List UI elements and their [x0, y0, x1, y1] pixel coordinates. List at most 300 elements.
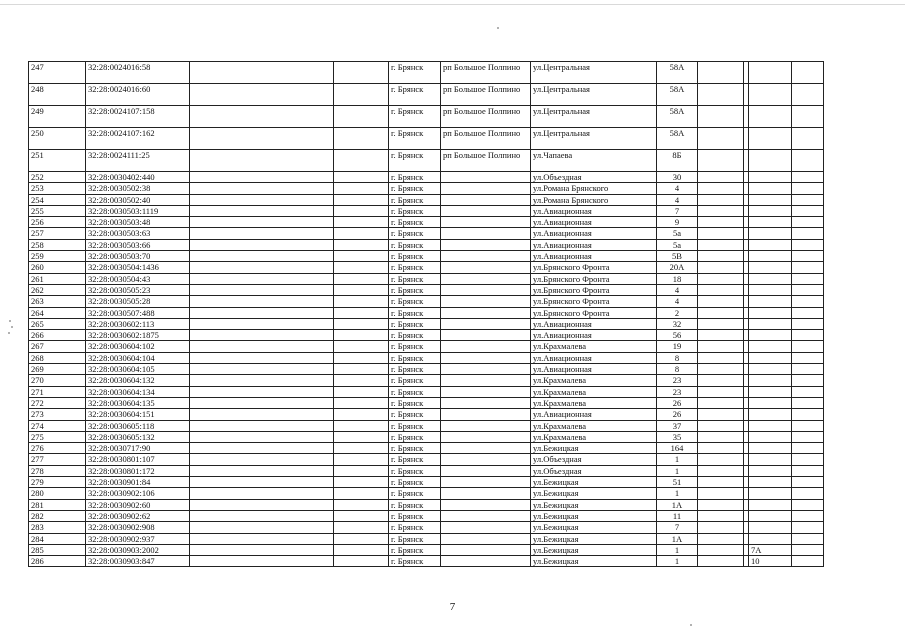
empty-cell [334, 522, 389, 533]
city-cell: г. Брянск [389, 106, 441, 128]
table-row [29, 318, 824, 329]
empty-cell [190, 194, 334, 205]
cadastral-number-cell: 32:28:0030604:134 [86, 386, 190, 397]
street-cell: ул.Центральная [531, 84, 657, 106]
settlement-cell: рп Большое Полпино [441, 106, 531, 128]
empty-cell [698, 262, 744, 273]
scan-speck [11, 326, 13, 328]
apartment-cell [749, 296, 792, 307]
empty-cell [190, 431, 334, 442]
empty-cell [698, 318, 744, 329]
house-number-cell: 1 [657, 488, 698, 499]
city-cell: г. Брянск [389, 205, 441, 216]
empty-cell [334, 84, 389, 106]
row-number-cell: 280 [29, 488, 86, 499]
settlement-cell [441, 364, 531, 375]
house-number-cell: 26 [657, 409, 698, 420]
empty-cell [334, 556, 389, 567]
empty-cell [792, 397, 824, 408]
house-number-cell: 32 [657, 318, 698, 329]
apartment-cell [749, 510, 792, 521]
row-number-cell: 250 [29, 128, 86, 150]
empty-cell [698, 205, 744, 216]
row-number-cell: 286 [29, 556, 86, 567]
house-number-cell: 56 [657, 330, 698, 341]
empty-cell [698, 194, 744, 205]
scan-speck [690, 624, 692, 626]
street-cell: ул.Брянского Фронта [531, 284, 657, 295]
empty-cell [792, 307, 824, 318]
house-number-cell: 5В [657, 251, 698, 262]
street-cell: ул.Авиационная [531, 217, 657, 228]
cadastral-number-cell: 32:28:0030801:172 [86, 465, 190, 476]
city-cell: г. Брянск [389, 262, 441, 273]
table-row [29, 454, 824, 465]
empty-cell [792, 128, 824, 150]
apartment-cell [749, 352, 792, 363]
house-number-cell: 1 [657, 465, 698, 476]
table-row [29, 386, 824, 397]
row-number-cell: 276 [29, 443, 86, 454]
table-row [29, 307, 824, 318]
street-cell: ул.Объездная [531, 465, 657, 476]
street-cell: ул.Бежицкая [531, 488, 657, 499]
empty-cell [792, 62, 824, 84]
apartment-cell [749, 284, 792, 295]
apartment-cell [749, 420, 792, 431]
empty-cell [792, 228, 824, 239]
cadastral-number-cell: 32:28:0030902:106 [86, 488, 190, 499]
house-number-cell: 35 [657, 431, 698, 442]
settlement-cell [441, 239, 531, 250]
house-number-cell: 4 [657, 183, 698, 194]
empty-cell [334, 364, 389, 375]
cadastral-number-cell: 32:28:0030504:43 [86, 273, 190, 284]
street-cell: ул.Романа Брянского [531, 183, 657, 194]
apartment-cell [749, 465, 792, 476]
house-number-cell: 58А [657, 84, 698, 106]
row-number-cell: 277 [29, 454, 86, 465]
table-row [29, 284, 824, 295]
empty-cell [334, 205, 389, 216]
empty-cell [334, 183, 389, 194]
empty-cell [792, 318, 824, 329]
settlement-cell [441, 397, 531, 408]
street-cell: ул.Авиационная [531, 251, 657, 262]
empty-cell [190, 341, 334, 352]
street-cell: ул.Авиационная [531, 364, 657, 375]
house-number-cell: 9 [657, 217, 698, 228]
empty-cell [334, 62, 389, 84]
empty-cell [792, 443, 824, 454]
table-row [29, 352, 824, 363]
house-number-cell: 4 [657, 296, 698, 307]
empty-cell [792, 556, 824, 567]
table-row [29, 106, 824, 128]
empty-cell [190, 352, 334, 363]
empty-cell [334, 375, 389, 386]
empty-cell [792, 352, 824, 363]
empty-cell [334, 465, 389, 476]
settlement-cell [441, 465, 531, 476]
empty-cell [190, 84, 334, 106]
empty-cell [334, 128, 389, 150]
cadastral-number-cell: 32:28:0030902:62 [86, 510, 190, 521]
city-cell: г. Брянск [389, 128, 441, 150]
empty-cell [698, 284, 744, 295]
street-cell: ул.Авиационная [531, 352, 657, 363]
empty-cell [190, 217, 334, 228]
empty-cell [334, 533, 389, 544]
city-cell: г. Брянск [389, 296, 441, 307]
settlement-cell [441, 477, 531, 488]
street-cell: ул.Бежицкая [531, 544, 657, 555]
empty-cell [792, 386, 824, 397]
empty-cell [792, 364, 824, 375]
settlement-cell [441, 172, 531, 183]
row-number-cell: 281 [29, 499, 86, 510]
apartment-cell [749, 431, 792, 442]
empty-cell [190, 150, 334, 172]
apartment-cell [749, 183, 792, 194]
empty-cell [698, 420, 744, 431]
empty-cell [334, 454, 389, 465]
house-number-cell: 11 [657, 510, 698, 521]
empty-cell [792, 262, 824, 273]
cadastral-number-cell: 32:28:0030604:135 [86, 397, 190, 408]
empty-cell [698, 128, 744, 150]
cadastral-number-cell: 32:28:0030903:2002 [86, 544, 190, 555]
row-number-cell: 263 [29, 296, 86, 307]
city-cell: г. Брянск [389, 239, 441, 250]
empty-cell [190, 465, 334, 476]
house-number-cell: 26 [657, 397, 698, 408]
city-cell: г. Брянск [389, 477, 441, 488]
street-cell: ул.Брянского Фронта [531, 262, 657, 273]
row-number-cell: 252 [29, 172, 86, 183]
row-number-cell: 251 [29, 150, 86, 172]
settlement-cell [441, 375, 531, 386]
empty-cell [698, 228, 744, 239]
empty-cell [190, 499, 334, 510]
empty-cell [190, 488, 334, 499]
empty-cell [334, 318, 389, 329]
apartment-cell [749, 522, 792, 533]
empty-cell [698, 465, 744, 476]
empty-cell [334, 510, 389, 521]
street-cell: ул.Объездная [531, 172, 657, 183]
empty-cell [792, 183, 824, 194]
empty-cell [334, 262, 389, 273]
scan-speck [497, 27, 499, 29]
row-number-cell: 258 [29, 239, 86, 250]
city-cell: г. Брянск [389, 194, 441, 205]
apartment-cell [749, 375, 792, 386]
street-cell: ул.Центральная [531, 106, 657, 128]
empty-cell [698, 62, 744, 84]
city-cell: г. Брянск [389, 284, 441, 295]
table-row [29, 183, 824, 194]
city-cell: г. Брянск [389, 217, 441, 228]
row-number-cell: 274 [29, 420, 86, 431]
apartment-cell [749, 397, 792, 408]
city-cell: г. Брянск [389, 375, 441, 386]
empty-cell [334, 352, 389, 363]
street-cell: ул.Брянского Фронта [531, 307, 657, 318]
house-number-cell: 20А [657, 262, 698, 273]
empty-cell [190, 172, 334, 183]
empty-cell [698, 352, 744, 363]
settlement-cell [441, 499, 531, 510]
empty-cell [792, 465, 824, 476]
empty-cell [698, 217, 744, 228]
table-row [29, 239, 824, 250]
apartment-cell [749, 533, 792, 544]
house-number-cell: 7 [657, 205, 698, 216]
apartment-cell [749, 409, 792, 420]
city-cell: г. Брянск [389, 556, 441, 567]
empty-cell [190, 443, 334, 454]
table-row [29, 84, 824, 106]
row-number-cell: 248 [29, 84, 86, 106]
cadastral-number-cell: 32:28:0030901:84 [86, 477, 190, 488]
street-cell: ул.Бежицкая [531, 510, 657, 521]
house-number-cell: 8 [657, 364, 698, 375]
table-row [29, 409, 824, 420]
apartment-cell [749, 172, 792, 183]
property-registry-table [28, 61, 824, 567]
street-cell: ул.Бежицкая [531, 533, 657, 544]
empty-cell [334, 150, 389, 172]
city-cell: г. Брянск [389, 228, 441, 239]
empty-cell [334, 106, 389, 128]
cadastral-number-cell: 32:28:0030602:1875 [86, 330, 190, 341]
empty-cell [190, 251, 334, 262]
cadastral-number-cell: 32:28:0030604:151 [86, 409, 190, 420]
scan-speck [9, 320, 11, 322]
house-number-cell: 30 [657, 172, 698, 183]
scan-speck [8, 332, 10, 334]
cadastral-number-cell: 32:28:0030503:1119 [86, 205, 190, 216]
empty-cell [792, 499, 824, 510]
empty-cell [792, 341, 824, 352]
city-cell: г. Брянск [389, 172, 441, 183]
settlement-cell [441, 454, 531, 465]
city-cell: г. Брянск [389, 318, 441, 329]
settlement-cell [441, 352, 531, 363]
row-number-cell: 255 [29, 205, 86, 216]
street-cell: ул.Центральная [531, 128, 657, 150]
empty-cell [334, 217, 389, 228]
settlement-cell [441, 251, 531, 262]
row-number-cell: 259 [29, 251, 86, 262]
cadastral-number-cell: 32:28:0030602:113 [86, 318, 190, 329]
row-number-cell: 249 [29, 106, 86, 128]
empty-cell [190, 296, 334, 307]
house-number-cell: 4 [657, 284, 698, 295]
empty-cell [190, 533, 334, 544]
city-cell: г. Брянск [389, 510, 441, 521]
table-row [29, 128, 824, 150]
table-row [29, 375, 824, 386]
empty-cell [190, 477, 334, 488]
table-row [29, 62, 824, 84]
empty-cell [698, 296, 744, 307]
house-number-cell: 5а [657, 228, 698, 239]
empty-cell [190, 364, 334, 375]
city-cell: г. Брянск [389, 431, 441, 442]
settlement-cell [441, 228, 531, 239]
empty-cell [792, 150, 824, 172]
empty-cell [190, 386, 334, 397]
street-cell: ул.Центральная [531, 62, 657, 84]
empty-cell [190, 420, 334, 431]
empty-cell [792, 510, 824, 521]
house-number-cell: 1 [657, 544, 698, 555]
cadastral-number-cell: 32:28:0024111:25 [86, 150, 190, 172]
empty-cell [698, 307, 744, 318]
empty-cell [792, 273, 824, 284]
settlement-cell [441, 273, 531, 284]
table-row [29, 341, 824, 352]
settlement-cell [441, 194, 531, 205]
street-cell: ул.Авиационная [531, 330, 657, 341]
empty-cell [190, 510, 334, 521]
settlement-cell [441, 296, 531, 307]
house-number-cell: 8Б [657, 150, 698, 172]
empty-cell [334, 194, 389, 205]
empty-cell [190, 106, 334, 128]
empty-cell [698, 183, 744, 194]
street-cell: ул.Бежицкая [531, 443, 657, 454]
house-number-cell: 4 [657, 194, 698, 205]
empty-cell [792, 488, 824, 499]
empty-cell [698, 106, 744, 128]
cadastral-number-cell: 32:28:0030605:132 [86, 431, 190, 442]
empty-cell [792, 205, 824, 216]
empty-cell [792, 239, 824, 250]
row-number-cell: 278 [29, 465, 86, 476]
apartment-cell [749, 499, 792, 510]
settlement-cell [441, 318, 531, 329]
empty-cell [792, 375, 824, 386]
empty-cell [334, 296, 389, 307]
table-row [29, 262, 824, 273]
settlement-cell: рп Большое Полпино [441, 84, 531, 106]
empty-cell [698, 499, 744, 510]
empty-cell [190, 318, 334, 329]
cadastral-number-cell: 32:28:0030503:66 [86, 239, 190, 250]
cadastral-number-cell: 32:28:0030604:102 [86, 341, 190, 352]
table-row [29, 194, 824, 205]
empty-cell [190, 262, 334, 273]
empty-cell [334, 409, 389, 420]
empty-cell [190, 62, 334, 84]
row-number-cell: 279 [29, 477, 86, 488]
row-number-cell: 265 [29, 318, 86, 329]
row-number-cell: 257 [29, 228, 86, 239]
settlement-cell: рп Большое Полпино [441, 128, 531, 150]
street-cell: ул.Бежицкая [531, 556, 657, 567]
apartment-cell [749, 443, 792, 454]
cadastral-number-cell: 32:28:0030503:63 [86, 228, 190, 239]
settlement-cell [441, 341, 531, 352]
empty-cell [334, 443, 389, 454]
row-number-cell: 282 [29, 510, 86, 521]
empty-cell [792, 172, 824, 183]
empty-cell [698, 172, 744, 183]
empty-cell [334, 420, 389, 431]
house-number-cell: 58А [657, 62, 698, 84]
house-number-cell: 51 [657, 477, 698, 488]
empty-cell [190, 205, 334, 216]
house-number-cell: 164 [657, 443, 698, 454]
empty-cell [792, 420, 824, 431]
empty-cell [190, 544, 334, 555]
city-cell: г. Брянск [389, 522, 441, 533]
table-row [29, 443, 824, 454]
street-cell: ул.Брянского Фронта [531, 273, 657, 284]
empty-cell [190, 330, 334, 341]
house-number-cell: 58А [657, 128, 698, 150]
table-row [29, 364, 824, 375]
cadastral-number-cell: 32:28:0030503:70 [86, 251, 190, 262]
empty-cell [792, 217, 824, 228]
empty-cell [792, 194, 824, 205]
city-cell: г. Брянск [389, 443, 441, 454]
apartment-cell [749, 273, 792, 284]
row-number-cell: 264 [29, 307, 86, 318]
empty-cell [698, 488, 744, 499]
house-number-cell: 7 [657, 522, 698, 533]
city-cell: г. Брянск [389, 273, 441, 284]
empty-cell [698, 386, 744, 397]
table-row [29, 477, 824, 488]
settlement-cell [441, 544, 531, 555]
street-cell: ул.Крахмалева [531, 420, 657, 431]
table-row [29, 228, 824, 239]
street-cell: ул.Авиационная [531, 205, 657, 216]
empty-cell [334, 341, 389, 352]
scan-edge-line [0, 4, 905, 5]
empty-cell [334, 386, 389, 397]
house-number-cell: 19 [657, 341, 698, 352]
table-row [29, 172, 824, 183]
empty-cell [792, 431, 824, 442]
apartment-cell [749, 128, 792, 150]
cadastral-number-cell: 32:28:0030505:28 [86, 296, 190, 307]
city-cell: г. Брянск [389, 499, 441, 510]
empty-cell [792, 296, 824, 307]
table-row [29, 431, 824, 442]
table-row [29, 522, 824, 533]
cadastral-number-cell: 32:28:0030604:105 [86, 364, 190, 375]
cadastral-number-cell: 32:28:0030502:38 [86, 183, 190, 194]
empty-cell [190, 522, 334, 533]
settlement-cell [441, 262, 531, 273]
cadastral-number-cell: 32:28:0030801:107 [86, 454, 190, 465]
city-cell: г. Брянск [389, 341, 441, 352]
row-number-cell: 273 [29, 409, 86, 420]
apartment-cell [749, 106, 792, 128]
empty-cell [792, 409, 824, 420]
empty-cell [334, 477, 389, 488]
settlement-cell [441, 217, 531, 228]
settlement-cell [441, 284, 531, 295]
apartment-cell [749, 386, 792, 397]
settlement-cell [441, 488, 531, 499]
street-cell: ул.Крахмалева [531, 341, 657, 352]
